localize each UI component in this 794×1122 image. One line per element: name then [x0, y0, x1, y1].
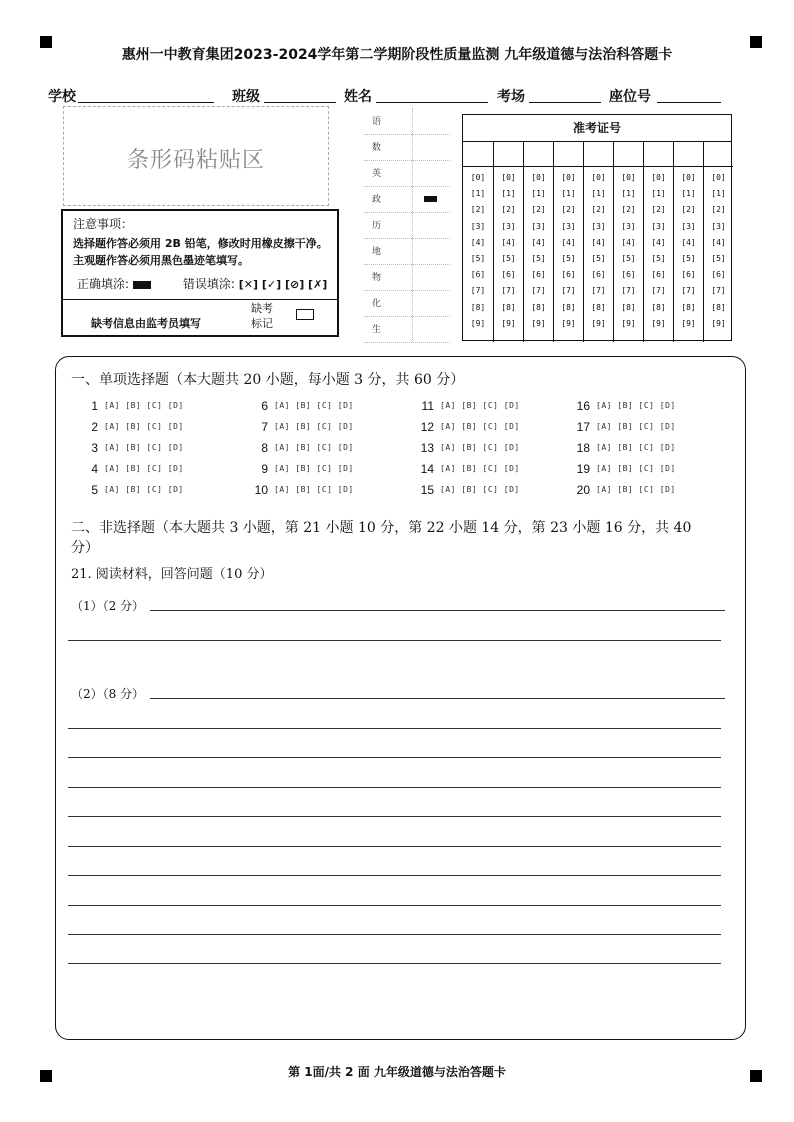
exam-digit-bubble[interactable]: [2]	[501, 205, 516, 215]
mcq-question-number: 4	[91, 462, 98, 476]
exam-digit-bubble[interactable]: [4]	[711, 237, 726, 247]
mcq-option-bubbles[interactable]: [A] [B] [C] [D]	[440, 422, 520, 431]
exam-digit-bubble[interactable]: [7]	[470, 286, 486, 296]
correct-fill-label: 正确填涂:	[77, 277, 130, 291]
mcq-option-bubbles[interactable]: [A] [B] [C] [D]	[596, 401, 676, 410]
exam-digit-bubble[interactable]: [1]	[470, 189, 486, 199]
exam-digit-bubble[interactable]: [6]	[651, 270, 666, 280]
mcq-option-bubbles[interactable]: [A] [B] [C] [D]	[596, 485, 676, 494]
exam-digit-bubble[interactable]: [9]	[711, 318, 726, 328]
exam-digit-bubble[interactable]: [9]	[561, 318, 576, 328]
seat-field[interactable]	[657, 102, 721, 103]
exam-digit-bubble[interactable]: [6]	[681, 270, 696, 280]
student-info-row	[48, 86, 748, 106]
mcq-option-bubbles[interactable]: [A] [B] [C] [D]	[596, 443, 676, 452]
subject-row	[364, 316, 450, 343]
exam-number-grid	[462, 114, 732, 341]
absent-mark-label-line2: 标记	[251, 317, 273, 330]
mcq-question-number: 18	[576, 441, 590, 455]
exam-digit-bubble[interactable]: [3]	[561, 221, 576, 231]
barcode-area-label: 条形码粘贴区	[126, 148, 265, 173]
exam-number-column	[613, 141, 643, 342]
subject-row	[364, 290, 450, 317]
class-field[interactable]	[264, 102, 336, 103]
exam-room-label: 考场	[497, 89, 525, 105]
subject-cell-divider	[412, 212, 413, 238]
exam-digit-bubble[interactable]: [4]	[651, 237, 666, 247]
answer-line[interactable]	[68, 757, 721, 758]
mcq-question-number: 12	[420, 420, 434, 434]
mcq-question-number: 20	[576, 483, 590, 497]
exam-digit-bubble[interactable]: [9]	[591, 318, 606, 328]
exam-digit-bubble[interactable]: [4]	[501, 237, 516, 247]
exam-number-write-box[interactable]	[644, 141, 673, 167]
exam-digit-bubble[interactable]: [2]	[651, 205, 666, 215]
mcq-option-bubbles[interactable]: [A] [B] [C] [D]	[440, 401, 520, 410]
mcq-question-number: 6	[261, 399, 268, 413]
answer-line[interactable]	[68, 816, 721, 817]
exam-digit-bubble[interactable]: [1]	[651, 189, 666, 199]
exam-number-column	[583, 141, 613, 342]
exam-digit-bubble[interactable]: [3]	[531, 221, 546, 231]
exam-digit-bubble[interactable]: [9]	[651, 318, 666, 328]
exam-digit-bubble[interactable]: [7]	[561, 286, 576, 296]
mcq-question-number: 2	[91, 420, 98, 434]
exam-digit-bubble[interactable]: [1]	[681, 189, 696, 199]
school-label: 学校	[48, 89, 76, 105]
subject-row	[364, 160, 450, 187]
exam-digit-bubble[interactable]: [9]	[621, 318, 636, 328]
answer-line[interactable]	[150, 610, 725, 611]
exam-digit-bubble[interactable]: [4]	[621, 237, 636, 247]
exam-digit-bubble[interactable]: [0]	[621, 173, 636, 182]
subject-cell-divider	[412, 186, 413, 212]
exam-digit-bubble[interactable]: [8]	[470, 302, 486, 312]
exam-digit-bubble[interactable]: [4]	[681, 237, 696, 247]
mcq-option-bubbles[interactable]: [A] [B] [C] [D]	[104, 485, 184, 494]
page-footer: 第 1面/共 2 面 九年级道德与法治答题卡	[288, 1065, 506, 1079]
exam-digit-bubble[interactable]: [7]	[651, 286, 666, 296]
exam-number-column	[703, 141, 733, 342]
exam-digit-bubble[interactable]: [6]	[501, 270, 516, 280]
exam-digit-bubble[interactable]: [7]	[681, 286, 696, 296]
exam-number-column	[493, 141, 523, 342]
mcq-option-bubbles[interactable]: [A] [B] [C] [D]	[440, 443, 520, 452]
mcq-question-number: 1	[91, 399, 98, 413]
seat-label: 座位号	[609, 89, 651, 105]
exam-digit-bubble[interactable]: [5]	[561, 254, 576, 263]
subject-name: 生	[372, 325, 382, 335]
mcq-option-bubbles[interactable]: [A] [B] [C] [D]	[274, 485, 354, 494]
mcq-option-bubbles[interactable]: [A] [B] [C] [D]	[596, 422, 676, 431]
subject-row	[364, 186, 450, 213]
exam-number-title: 准考证号	[463, 115, 731, 142]
exam-digit-bubble[interactable]: [3]	[651, 221, 666, 231]
exam-digit-bubble[interactable]: [2]	[711, 205, 726, 215]
mcq-option-bubbles[interactable]: [A] [B] [C] [D]	[104, 422, 184, 431]
class-label: 班级	[232, 89, 260, 105]
exam-digit-bubble[interactable]: [0]	[470, 173, 486, 182]
exam-number-write-box[interactable]	[524, 141, 553, 167]
subject-cell-divider	[412, 290, 413, 316]
barcode-area	[63, 106, 329, 206]
subject-name: 地	[372, 247, 382, 257]
exam-digit-bubble[interactable]: [5]	[711, 254, 726, 263]
exam-digit-bubble[interactable]: [9]	[531, 318, 546, 328]
mcq-question-number: 9	[261, 462, 268, 476]
exam-number-column	[523, 141, 553, 342]
exam-number-write-box[interactable]	[674, 141, 703, 167]
exam-digit-bubble[interactable]: [3]	[470, 221, 486, 231]
exam-digit-bubble[interactable]: [4]	[591, 237, 606, 247]
mcq-question-number: 10	[254, 483, 268, 497]
subject-list	[364, 108, 450, 342]
fill-example	[77, 275, 327, 292]
mcq-question-number: 5	[91, 483, 98, 497]
mcq-option-bubbles[interactable]: [A] [B] [C] [D]	[104, 464, 184, 473]
exam-digit-bubble[interactable]: [1]	[591, 189, 606, 199]
exam-number-write-box[interactable]	[554, 141, 583, 167]
exam-digit-bubble[interactable]: [7]	[711, 286, 726, 296]
question-21-part2-label: （2）（8 分）	[71, 687, 145, 701]
exam-number-column	[673, 141, 703, 342]
answer-line[interactable]	[68, 875, 721, 876]
mcq-question-number: 15	[420, 483, 434, 497]
exam-room-field[interactable]	[529, 102, 601, 103]
name-field[interactable]	[376, 102, 488, 103]
exam-number-write-box[interactable]	[584, 141, 613, 167]
exam-digit-bubble[interactable]: [4]	[531, 237, 546, 247]
subject-filled-mark-icon[interactable]	[424, 196, 437, 202]
mcq-question-number: 7	[261, 420, 268, 434]
exam-digit-bubble[interactable]: [5]	[470, 254, 486, 263]
exam-digit-bubble[interactable]: [3]	[711, 221, 726, 231]
exam-digit-bubble[interactable]: [7]	[531, 286, 546, 296]
mcq-option-bubbles[interactable]: [A] [B] [C] [D]	[274, 464, 354, 473]
exam-digit-bubble[interactable]: [8]	[621, 302, 636, 312]
exam-digit-bubble[interactable]: [6]	[621, 270, 636, 280]
subject-row	[364, 108, 450, 135]
exam-digit-bubble[interactable]: [5]	[621, 254, 636, 263]
question-21-title: 21. 阅读材料，回答问题（10 分）	[71, 567, 273, 582]
exam-digit-bubble[interactable]: [7]	[501, 286, 516, 296]
exam-digit-bubble[interactable]: [6]	[561, 270, 576, 280]
school-field[interactable]	[78, 102, 214, 103]
mcq-question-number: 13	[420, 441, 434, 455]
exam-digit-bubble[interactable]: [2]	[531, 205, 546, 215]
exam-digit-bubble[interactable]: [3]	[621, 221, 636, 231]
exam-number-column	[643, 141, 673, 342]
exam-digit-bubble[interactable]: [1]	[621, 189, 636, 199]
exam-digit-bubble[interactable]: [4]	[470, 237, 486, 247]
answer-line[interactable]	[150, 698, 725, 699]
exam-digit-bubble[interactable]: [0]	[501, 173, 516, 182]
section2-title-line1: 二、非选择题（本大题共 3 小题，第 21 小题 10 分，第 22 小题 14 分，第 23 小题 16 分，共 40	[71, 520, 692, 536]
subject-cell-divider	[412, 264, 413, 290]
mcq-option-bubbles[interactable]: [A] [B] [C] [D]	[104, 443, 184, 452]
exam-digit-bubble[interactable]: [1]	[531, 189, 546, 199]
mcq-option-bubbles[interactable]: [A] [B] [C] [D]	[440, 485, 520, 494]
exam-number-write-box[interactable]	[614, 141, 643, 167]
exam-digit-bubble[interactable]: [1]	[711, 189, 726, 199]
exam-digit-bubble[interactable]: [6]	[470, 270, 486, 280]
exam-digit-bubble[interactable]: [6]	[531, 270, 546, 280]
exam-digit-bubble[interactable]: [5]	[651, 254, 666, 263]
wrong-fill-marks: [✕] [✓] [⊘] [✗]	[238, 278, 328, 291]
exam-digit-bubble[interactable]: [9]	[470, 318, 486, 328]
exam-digit-bubble[interactable]: [4]	[561, 237, 576, 247]
exam-digit-bubble[interactable]: [5]	[531, 254, 546, 263]
exam-digit-bubble[interactable]: [2]	[591, 205, 606, 215]
page-title: 惠州一中教育集团2023-2024学年第二学期阶段性质量监测 九年级道德与法治科答题卡	[121, 47, 673, 63]
notice-box	[61, 209, 339, 337]
exam-number-write-box[interactable]	[704, 141, 733, 167]
subject-row	[364, 134, 450, 161]
subject-name: 政	[372, 195, 382, 205]
exam-number-column	[463, 141, 493, 342]
subject-cell-divider	[412, 134, 413, 160]
exam-digit-bubble[interactable]: [1]	[561, 189, 576, 199]
subject-row	[364, 238, 450, 265]
exam-digit-bubble[interactable]: [8]	[711, 302, 726, 312]
answer-line[interactable]	[68, 728, 721, 729]
exam-digit-bubble[interactable]: [8]	[501, 302, 516, 312]
subject-name: 数	[372, 143, 382, 153]
exam-digit-bubble[interactable]: [0]	[651, 173, 666, 182]
mcq-question-number: 17	[576, 420, 590, 434]
exam-digit-bubble[interactable]: [6]	[591, 270, 606, 280]
exam-digit-bubble[interactable]: [3]	[591, 221, 606, 231]
exam-digit-bubble[interactable]: [7]	[621, 286, 636, 296]
mcq-question-number: 16	[576, 399, 590, 413]
exam-digit-bubble[interactable]: [8]	[651, 302, 666, 312]
mcq-question-number: 8	[261, 441, 268, 455]
mcq-option-bubbles[interactable]: [A] [B] [C] [D]	[440, 464, 520, 473]
exam-number-write-box[interactable]	[494, 141, 523, 167]
subject-cell-divider	[412, 316, 413, 342]
subject-cell-divider	[412, 238, 413, 264]
section2-title-line2: 分）	[71, 540, 99, 556]
absent-mark-label-line1: 缺考	[251, 302, 273, 315]
absent-mark-label	[251, 301, 273, 331]
mcq-option-bubbles[interactable]: [A] [B] [C] [D]	[104, 401, 184, 410]
exam-digit-bubble[interactable]: [8]	[681, 302, 696, 312]
notice-divider	[63, 299, 337, 300]
notice-title: 注意事项：	[73, 217, 134, 231]
subject-name: 语	[372, 117, 382, 127]
mcq-question-number: 19	[576, 462, 590, 476]
exam-digit-bubble[interactable]: [2]	[561, 205, 576, 215]
mcq-question-number: 11	[421, 399, 434, 413]
exam-digit-bubble[interactable]: [3]	[681, 221, 696, 231]
subject-cell-divider	[412, 160, 413, 186]
notice-text: 选择题作答必须用 2B 铅笔，修改时用橡皮擦干净。主观题作答必须用黑色墨迹笔填写。	[73, 237, 328, 267]
exam-digit-bubble[interactable]: [0]	[681, 173, 696, 182]
answer-line[interactable]	[68, 934, 721, 935]
subject-row	[364, 212, 450, 239]
section1-title: 一、单项选择题（本大题共 20 小题，每小题 3 分，共 60 分）	[71, 372, 465, 388]
name-label: 姓名	[344, 89, 372, 105]
mcq-question-number: 3	[91, 441, 98, 455]
answer-line[interactable]	[68, 787, 721, 788]
answer-line[interactable]	[68, 963, 721, 964]
mcq-option-bubbles[interactable]: [A] [B] [C] [D]	[274, 443, 354, 452]
exam-digit-bubble[interactable]: [8]	[561, 302, 576, 312]
answer-line[interactable]	[68, 846, 721, 847]
mcq-option-bubbles[interactable]: [A] [B] [C] [D]	[274, 401, 354, 410]
exam-digit-bubble[interactable]: [0]	[711, 173, 726, 182]
wrong-fill-label: 错误填涂:	[182, 277, 235, 291]
exam-digit-bubble[interactable]: [0]	[591, 173, 606, 182]
question-21-part1-label: （1）（2 分）	[71, 599, 145, 613]
exam-digit-bubble[interactable]: [0]	[531, 173, 546, 182]
subject-name: 英	[372, 169, 382, 179]
subject-row	[364, 264, 450, 291]
exam-digit-bubble[interactable]: [3]	[501, 221, 516, 231]
subject-name: 历	[372, 221, 382, 231]
exam-digit-bubble[interactable]: [2]	[470, 205, 486, 215]
exam-digit-bubble[interactable]: [5]	[681, 254, 696, 263]
exam-digit-bubble[interactable]: [5]	[591, 254, 606, 263]
mcq-option-bubbles[interactable]: [A] [B] [C] [D]	[274, 422, 354, 431]
subject-cell-divider	[412, 108, 413, 134]
answer-line[interactable]	[68, 640, 721, 641]
exam-digit-bubble[interactable]: [8]	[531, 302, 546, 312]
absent-mark-box[interactable]	[296, 309, 314, 320]
absent-info-label: 缺考信息由监考员填写	[91, 317, 201, 330]
subject-name: 物	[372, 273, 382, 283]
exam-digit-bubble[interactable]: [9]	[681, 318, 696, 328]
exam-digit-bubble[interactable]: [0]	[561, 173, 576, 182]
exam-digit-bubble[interactable]: [2]	[621, 205, 636, 215]
answer-line[interactable]	[68, 905, 721, 906]
mcq-question-number: 14	[420, 462, 434, 476]
exam-number-write-box[interactable]	[463, 141, 493, 167]
exam-digit-bubble[interactable]: [2]	[681, 205, 696, 215]
exam-digit-bubble[interactable]: [1]	[501, 189, 516, 199]
exam-number-column	[553, 141, 583, 342]
exam-digit-bubble[interactable]: [6]	[711, 270, 726, 280]
exam-digit-bubble[interactable]: [8]	[591, 302, 606, 312]
subject-name: 化	[372, 299, 382, 309]
correct-fill-mark-icon	[133, 281, 151, 289]
exam-digit-bubble[interactable]: [5]	[501, 254, 516, 263]
exam-digit-bubble[interactable]: [7]	[591, 286, 606, 296]
exam-digit-bubble[interactable]: [9]	[501, 318, 516, 328]
mcq-option-bubbles[interactable]: [A] [B] [C] [D]	[596, 464, 676, 473]
